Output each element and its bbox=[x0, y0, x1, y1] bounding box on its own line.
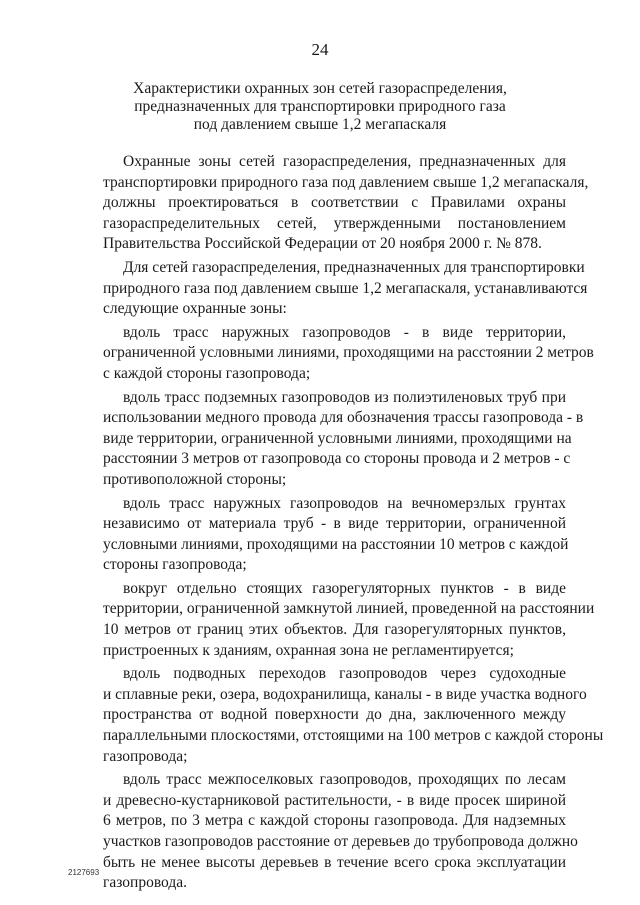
text-line: вдоль трасс наружных газопроводов на вечномерзлых грунтах bbox=[123, 494, 566, 512]
text-line: пространства от водной поверхности до дна, заключенного между bbox=[103, 706, 566, 724]
text-line: вдоль подводных переходов газопроводов через судоходные bbox=[123, 665, 566, 683]
title-line: предназначенных для транспортировки природного газа bbox=[134, 98, 506, 115]
text-line: и древесно-кустарниковой растительности, - в виде просек шириной bbox=[103, 791, 566, 809]
text-line: следующие охранные зоны: bbox=[103, 300, 287, 318]
text-line: участков газопроводов расстояние от деревьев до трубопровода должно bbox=[103, 833, 578, 850]
title-line: Характеристики охранных зон сетей газораспределения, bbox=[133, 80, 507, 97]
paragraph-permafrost-pipelines bbox=[103, 494, 569, 576]
text-line: 10 метров от границ этих объектов. Для газорегуляторных пунктов, bbox=[103, 621, 566, 639]
text-line: вдоль трасс подземных газопроводов из полиэтиленовых труб при bbox=[123, 388, 566, 406]
paragraph-general-requirements bbox=[103, 152, 589, 255]
paragraph-underwater-crossings bbox=[103, 664, 604, 767]
text-line: должны проектироваться в соответствии с Правилами охраны bbox=[103, 194, 566, 212]
text-line: быть не менее высоты деревьев в течение всего срока эксплуатации bbox=[103, 853, 566, 871]
text-line: газопровода; bbox=[103, 747, 188, 765]
paragraph-inter-settlement-pipelines bbox=[103, 770, 578, 894]
document-body bbox=[103, 152, 604, 897]
section-title bbox=[60, 80, 580, 134]
text-line: условными линиями, проходящими на расстоянии 10 метров с каждой bbox=[103, 535, 569, 553]
title-line: под давлением свыше 1,2 мегапаскаля bbox=[193, 116, 447, 133]
paragraph-outdoor-pipelines bbox=[103, 323, 594, 385]
paragraph-polyethylene-pipelines bbox=[103, 388, 584, 491]
text-line: Для сетей газораспределения, предназначенных для транспортировки bbox=[123, 258, 585, 276]
text-line: ограниченной условными линиями, проходящими на расстоянии 2 метров bbox=[103, 344, 594, 362]
text-line: транспортировки природного газа под давлением свыше 1,2 мегапаскаля, bbox=[103, 173, 589, 191]
text-line: противоположной стороны; bbox=[103, 470, 287, 488]
page-number: 24 bbox=[311, 40, 329, 59]
text-line: стороны газопровода; bbox=[103, 556, 247, 574]
text-line: вдоль трасс наружных газопроводов - в виде территории, bbox=[123, 323, 566, 341]
text-line: газораспределительных сетей, утвержденными постановлением bbox=[103, 214, 566, 232]
text-line: виде территории, ограниченной условными линиями, проходящими на bbox=[103, 429, 572, 447]
text-line: параллельными плоскостями, отстоящими на 100 метров с каждой стороны bbox=[103, 727, 604, 745]
text-line: и сплавные реки, озера, водохранилища, каналы - в виде участка водного bbox=[103, 685, 587, 703]
text-line: пристроенных к зданиям, охранная зона не регламентируется; bbox=[103, 641, 514, 659]
paragraph-regulator-stations bbox=[103, 579, 595, 661]
text-line: газопровода. bbox=[103, 874, 187, 892]
text-line: Правительства Российской Федерации от 20 ноября 2000 г. № 878. bbox=[103, 235, 542, 253]
text-line: Охранные зоны сетей газораспределения, предназначенных для bbox=[123, 153, 566, 170]
text-line: 6 метров, по 3 метра с каждой стороны газопровода. Для надземных bbox=[103, 812, 566, 830]
text-line: природного газа под давлением свыше 1,2 мегапаскаля, устанавливаются bbox=[103, 279, 588, 297]
document-code: 2127693 bbox=[68, 868, 100, 877]
text-line: расстоянии 3 метров от газопровода со стороны провода и 2 метров - с bbox=[103, 450, 571, 468]
text-line: вокруг отдельно стоящих газорегуляторных пунктов - в виде bbox=[123, 579, 566, 597]
text-line: использовании медного провода для обозначения трассы газопровода - в bbox=[103, 409, 584, 427]
paragraph-zones-intro bbox=[103, 258, 588, 320]
text-line: с каждой стороны газопровода; bbox=[103, 364, 311, 382]
text-line: независимо от материала труб - в виде территории, ограниченной bbox=[103, 515, 566, 533]
text-line: вдоль трасс межпоселковых газопроводов, проходящих по лесам bbox=[123, 771, 566, 789]
text-line: территории, ограниченной замкнутой линией, проведенной на расстоянии bbox=[103, 600, 595, 618]
